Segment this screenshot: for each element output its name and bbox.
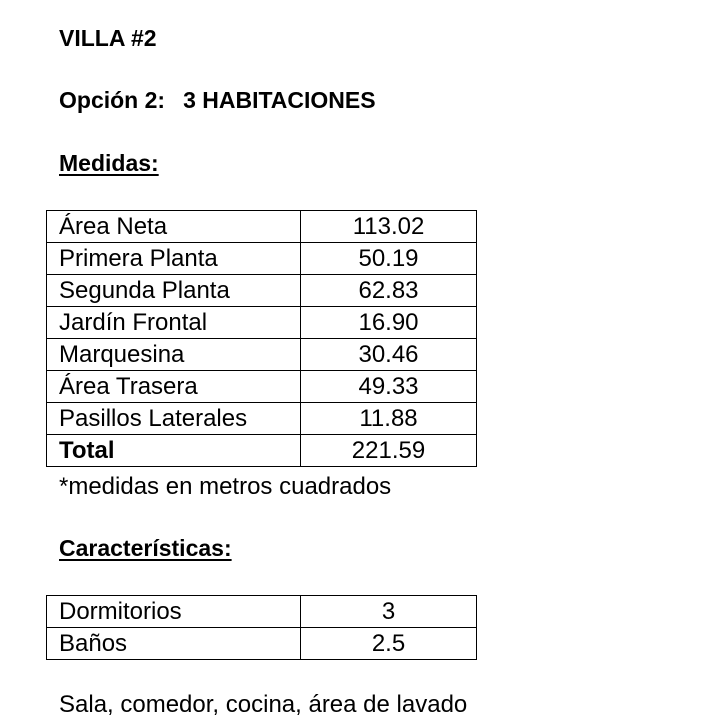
row-label: Pasillos Laterales [47,403,301,435]
table-row [47,243,477,275]
medidas-table [46,210,477,467]
caracteristicas-heading: Características: [59,535,232,561]
row-value: 2.5 [301,628,477,660]
total-label: Total [47,435,301,467]
table-row [47,596,477,628]
row-label: Área Neta [47,211,301,243]
row-label: Marquesina [47,339,301,371]
row-label: Baños [47,628,301,660]
row-value: 49.33 [301,371,477,403]
row-value: 16.90 [301,307,477,339]
medidas-heading: Medidas: [59,150,159,176]
option-heading [59,86,376,114]
table-row [47,339,477,371]
row-value: 3 [301,596,477,628]
row-label: Primera Planta [47,243,301,275]
row-value: 11.88 [301,403,477,435]
row-label: Dormitorios [47,596,301,628]
row-value: 50.19 [301,243,477,275]
caracteristicas-table [46,595,477,660]
option-value: 3 HABITACIONES [183,87,376,113]
row-value: 62.83 [301,275,477,307]
total-value: 221.59 [301,435,477,467]
table-row [47,275,477,307]
row-label: Área Trasera [47,371,301,403]
total-row [47,435,477,467]
table-row [47,307,477,339]
option-label: Opción 2: [59,87,166,113]
table-row [47,371,477,403]
units-note: *medidas en metros cuadrados [59,473,392,500]
table-row [47,628,477,660]
table-row [47,403,477,435]
amenities-text: Sala, comedor, cocina, área de lavado [59,691,468,718]
page-title: VILLA #2 [59,25,157,51]
row-value: 113.02 [301,211,477,243]
row-value: 30.46 [301,339,477,371]
table-row [47,211,477,243]
row-label: Jardín Frontal [47,307,301,339]
row-label: Segunda Planta [47,275,301,307]
